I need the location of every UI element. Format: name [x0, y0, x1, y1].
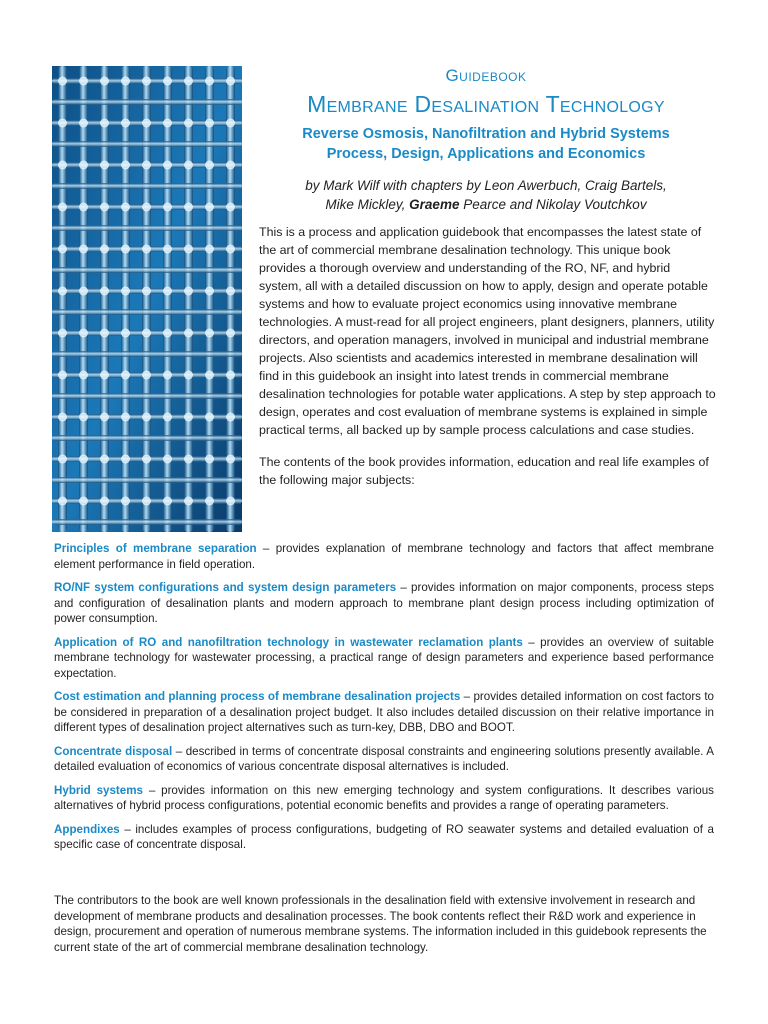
pipe-joint	[205, 245, 214, 254]
pipe-joint	[184, 413, 193, 422]
subject-text: – provides an overview of suitable membrane technology for wastewater processing, a practical range of design parameters and experience based performance expectation.	[54, 635, 714, 680]
pipe-joint	[100, 455, 109, 464]
pipe-joint	[184, 497, 193, 506]
pipe-joint	[184, 161, 193, 170]
pipe-joint	[226, 413, 235, 422]
subject-item	[54, 541, 714, 572]
pipe-joint	[121, 77, 130, 86]
pipe-joint	[163, 371, 172, 380]
subject-text: – includes examples of process configurations, budgeting of RO seawater systems and detailed evaluation of a specific case of concentrate disposal.	[54, 822, 714, 851]
pipe-joint	[163, 455, 172, 464]
pipe-joint	[184, 119, 193, 128]
pipe-joint	[58, 413, 67, 422]
pipe-joint	[58, 287, 67, 296]
subject-item	[54, 744, 714, 775]
authors-line-2-start: Mike Mickley,	[325, 197, 410, 212]
pipe-joint	[205, 497, 214, 506]
pipe-joint	[100, 77, 109, 86]
pipe-joint	[58, 245, 67, 254]
pipe-joint	[163, 497, 172, 506]
subject-heading: Hybrid systems	[54, 783, 143, 797]
pipe-joint	[100, 287, 109, 296]
pipe-joint	[226, 329, 235, 338]
pipe-joint	[79, 245, 88, 254]
pipe-joint	[58, 119, 67, 128]
subject-heading: Appendixes	[54, 822, 120, 836]
horizontal-pipe	[52, 309, 242, 315]
pipe-joint	[163, 245, 172, 254]
pipe-joint	[205, 455, 214, 464]
pipe-joint	[79, 119, 88, 128]
pipe-joint	[163, 413, 172, 422]
intro-paragraph-2: The contents of the book provides information, education and real life examples of the following major subjects:	[259, 455, 709, 487]
pipe-joint	[205, 413, 214, 422]
pipe-joint	[226, 161, 235, 170]
pipe-joint	[58, 77, 67, 86]
pipe-joint	[121, 245, 130, 254]
subtitle-line-1: Reverse Osmosis, Nanofiltration and Hybrid Systems	[302, 126, 670, 142]
pipe-joint	[79, 203, 88, 212]
pipe-joint	[205, 119, 214, 128]
pipe-joint	[79, 329, 88, 338]
pipe-joint	[58, 161, 67, 170]
pipe-joint	[142, 413, 151, 422]
pipe-joint	[121, 119, 130, 128]
subject-item	[54, 689, 714, 736]
pipe-joint	[142, 497, 151, 506]
subjects-list	[54, 541, 714, 861]
pipe-joint	[100, 245, 109, 254]
pipe-joint	[205, 161, 214, 170]
pipe-joint	[184, 371, 193, 380]
subject-text: – provides detailed information on cost factors to be considered in preparation of a desalination project budget. It also includes detailed discussion on their relative importance in different types of desalination project alternatives such as turn-key, DBB, DBO and BOOT.	[54, 690, 714, 734]
pipe-joint	[184, 329, 193, 338]
pipe-joint	[226, 245, 235, 254]
pipe-joint	[205, 77, 214, 86]
pipe-joint	[121, 203, 130, 212]
pipe-joint	[79, 455, 88, 464]
horizontal-pipe	[52, 393, 242, 399]
pipe-joint	[79, 287, 88, 296]
pipe-joint	[100, 413, 109, 422]
authors-line-2-end: Pearce and Nikolay Voutchkov	[459, 197, 647, 212]
pipe-joint	[142, 245, 151, 254]
pipe-joint	[226, 119, 235, 128]
subject-item	[54, 783, 714, 814]
subject-item	[54, 822, 714, 853]
pipe-joint	[121, 371, 130, 380]
subtitle-line-2: Process, Design, Applications and Economics	[326, 146, 646, 162]
pipe-joint	[163, 77, 172, 86]
pipe-joint	[205, 287, 214, 296]
subject-text: – provides explanation of membrane technology and factors that affect membrane element performance in field operation.	[54, 542, 714, 571]
closing-paragraph: The contributors to the book are well known professionals in the desalination field with extensive involvement in research and development of membrane products and desalination processes. The book contents reflect their R&D work and experience in design, procurement and operation of numerous membrane systems. The information included in this guidebook represents the current state of the art of commercial membrane desalination technology.	[54, 894, 707, 954]
pipe-joint	[163, 161, 172, 170]
pipe-joint	[205, 371, 214, 380]
pipe-joint	[142, 161, 151, 170]
horizontal-pipe	[52, 477, 242, 483]
pipe-joint	[121, 455, 130, 464]
pipe-joint	[100, 329, 109, 338]
header	[256, 64, 716, 214]
pipe-joint	[121, 497, 130, 506]
pipe-joint	[79, 161, 88, 170]
membrane-plant-photo	[52, 66, 242, 532]
pipe-joint	[58, 455, 67, 464]
subject-heading: Application of RO and nanofiltration technology in wastewater reclamation plants	[54, 635, 523, 649]
pipe-joint	[79, 497, 88, 506]
pipe-joint	[142, 371, 151, 380]
subject-heading: Cost estimation and planning process of membrane desalination projects	[54, 690, 461, 703]
pipe-joint	[100, 371, 109, 380]
pipe-joint	[142, 329, 151, 338]
pipe-joint	[79, 371, 88, 380]
horizontal-pipe	[52, 519, 242, 525]
horizontal-pipe	[52, 267, 242, 273]
subject-heading: Concentrate disposal	[54, 744, 173, 758]
horizontal-pipe	[52, 99, 242, 105]
pipe-joint	[58, 497, 67, 506]
intro-paragraph-1: This is a process and application guidebook that encompasses the latest state of the art of commercial membrane desalination technology. This unique book provides a thorough overview and understanding of the RO, NF, and hybrid system, all with a detailed discussion on how to apply, design and operate potable systems and how to evaluate project economics using innovative membrane technologies. A must-read for all project engineers, plant designers, planners, utility directors, and operation managers, involved in municipal and industrial membrane projects. Also scientists and academics interested in membrane desalination will find in this guidebook an insight into latest trends in commercial membrane desalination technologies for potable water applications. A step by step approach to design, operates and cost evaluation of membrane systems is explained in simple practical terms, all backed up by sample process calculations and case studies.	[259, 225, 716, 437]
subject-text: – provides information on major components, process steps and configuration of desalination plants and modern approach to membrane plant design process including optimization of power consumption.	[54, 581, 714, 625]
pipe-joint	[100, 497, 109, 506]
horizontal-pipe	[52, 435, 242, 441]
subject-heading: RO/NF system configurations and system design parameters	[54, 581, 397, 594]
pipe-joint	[184, 245, 193, 254]
pipe-joint	[100, 203, 109, 212]
pipe-joint	[226, 77, 235, 86]
pipe-joint	[142, 455, 151, 464]
authors-line-2	[256, 195, 716, 214]
pipe-joint	[205, 329, 214, 338]
pipe-joint	[205, 203, 214, 212]
subject-text: – described in terms of concentrate disposal constraints and engineering solutions presently available. A detailed evaluation of economics of various concentrate disposal alternatives is included.	[54, 744, 714, 773]
subject-item	[54, 580, 714, 627]
pipe-joint	[142, 287, 151, 296]
pipe-joint	[142, 77, 151, 86]
pipe-joint	[184, 455, 193, 464]
pipe-joint	[58, 329, 67, 338]
pipe-joint	[79, 413, 88, 422]
pipe-joint	[121, 413, 130, 422]
pipe-joint	[79, 77, 88, 86]
pipe-joint	[100, 161, 109, 170]
pipe-joint	[163, 119, 172, 128]
pipe-joint	[58, 203, 67, 212]
pipe-joint	[163, 329, 172, 338]
pipe-joint	[163, 203, 172, 212]
subject-text: – provides information on this new emerging technology and system configurations. It describes various alternatives of hybrid process configurations, potential economic benefits and provides a range of operating parameters.	[54, 783, 714, 812]
authors-line-2-emphasis: Graeme	[409, 197, 460, 212]
horizontal-pipe	[52, 225, 242, 231]
pipe-joint	[163, 287, 172, 296]
pipe-joint	[226, 287, 235, 296]
authors-line-1: by Mark Wilf with chapters by Leon Awerbuch, Craig Bartels,	[305, 178, 667, 193]
book-title: Membrane Desalination Technology	[307, 91, 665, 117]
pipe-joint	[226, 455, 235, 464]
pipe-joint	[58, 371, 67, 380]
pipe-joint	[184, 203, 193, 212]
pipe-joint	[121, 329, 130, 338]
pipe-joint	[226, 203, 235, 212]
pipe-joint	[142, 203, 151, 212]
membrane-racks-illustration	[52, 66, 242, 532]
pipe-joint	[100, 119, 109, 128]
pipe-joint	[226, 497, 235, 506]
pipe-joint	[121, 161, 130, 170]
pipe-joint	[142, 119, 151, 128]
guidebook-kicker: Guidebook	[445, 66, 527, 85]
pipe-joint	[121, 287, 130, 296]
pipe-joint	[184, 77, 193, 86]
horizontal-pipe	[52, 351, 242, 357]
horizontal-pipe	[52, 183, 242, 189]
pipe-joint	[226, 371, 235, 380]
subject-heading: Principles of membrane separation	[54, 542, 257, 555]
subject-item	[54, 635, 714, 682]
pipe-joint	[184, 287, 193, 296]
intro	[259, 223, 716, 489]
horizontal-pipe	[52, 141, 242, 147]
